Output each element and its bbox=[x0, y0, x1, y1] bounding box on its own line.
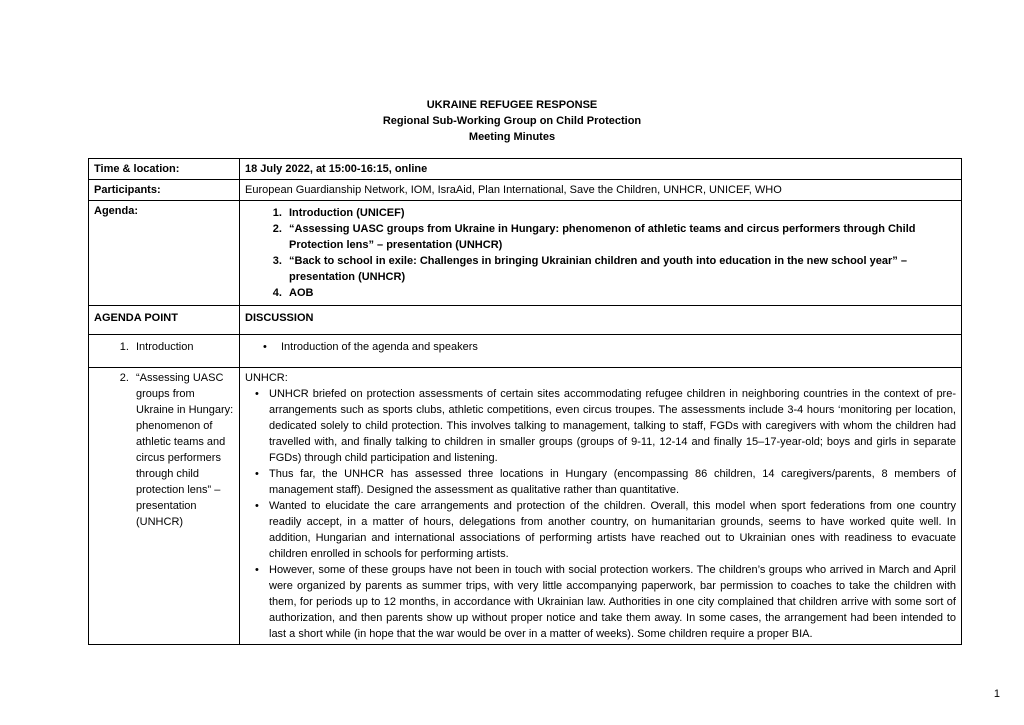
discussion-bullets bbox=[245, 339, 956, 355]
time-value: 18 July 2022, at 15:00-16:15, online bbox=[240, 159, 962, 180]
agenda-point-row-2 bbox=[89, 368, 962, 645]
agenda-point-cell bbox=[89, 335, 240, 368]
participants-value: European Guardianship Network, IOM, IsraAid, Plan International, Save the Children, UNHCR, UNICEF, WHO bbox=[240, 180, 962, 201]
discussion-cell bbox=[240, 368, 962, 645]
participants-label: Participants: bbox=[89, 180, 240, 201]
agenda-row bbox=[89, 201, 962, 306]
agenda-point-header: AGENDA POINT bbox=[89, 306, 240, 335]
time-row bbox=[89, 159, 962, 180]
header-line-3: Meeting Minutes bbox=[468, 131, 556, 143]
discussion-bullet: • However, some of these groups have not been in touch with social protection workers. The children’s groups who arrived in March and April were organized by parents as summer trips, with very little accompanying paperwork, bar permission to coaches to take the children with them, for periods up to 12 months, in accordance with Ukrainian law. Authorities in one city complained that children arrive with some sort of authorization, and then parents show up without proper notice and take them away. In some cases, the arrangement had been intended to last a short while (in hope that the war would be over in a matter of weeks). Some children require a proper BIA. bbox=[269, 562, 956, 642]
header-line-2: Regional Sub-Working Group on Child Protection bbox=[382, 115, 642, 127]
document-header bbox=[0, 97, 1024, 145]
discussion-bullet: • Introduction of the agenda and speakers bbox=[281, 339, 956, 355]
agenda-point-row-1 bbox=[89, 335, 962, 368]
agenda-list bbox=[245, 205, 956, 301]
page-number: 1 bbox=[993, 688, 1000, 700]
discussion-bullet: • Wanted to elucidate the care arrangements and protection of the children. Overall, this model when sport federations from one country readily accept, in a matter of hours, delegations from another country, on humanitarian grounds, seems to have worked quite well. In addition, Hungarian and international associations of performing artists have reached out to Ukrainian ones with readiness to evacuate children enrolled in schools for performing artists. bbox=[269, 498, 956, 562]
participants-row bbox=[89, 180, 962, 201]
agenda-point-title: 1. Introduction bbox=[132, 339, 234, 355]
agenda-point-title: 2. “Assessing UASC groups from Ukraine in Hungary: phenomenon of athletic teams and circus performers through child protection lens” – presentation (UNHCR) bbox=[132, 370, 234, 530]
discussion-cell bbox=[240, 335, 962, 368]
minutes-table bbox=[88, 158, 962, 645]
agenda-cell bbox=[240, 201, 962, 306]
agenda-point-cell bbox=[89, 368, 240, 645]
agenda-point-list bbox=[94, 339, 234, 355]
speaker-label: UNHCR: bbox=[245, 372, 288, 384]
agenda-item: 4. AOB bbox=[285, 285, 956, 301]
discussion-header: DISCUSSION bbox=[240, 306, 962, 335]
agenda-point-list bbox=[94, 370, 234, 530]
discussion-bullet: • Thus far, the UNHCR has assessed three locations in Hungary (encompassing 86 children, 14 caregivers/parents, 8 members of management staff). Designed the assessment as qualitative rather than quantitative. bbox=[269, 466, 956, 498]
header-line-1: UKRAINE REFUGEE RESPONSE bbox=[426, 99, 598, 111]
agenda-item: 3. “Back to school in exile: Challenges in bringing Ukrainian children and youth into education in the new school year” – presentation (UNHCR) bbox=[285, 253, 956, 285]
agenda-item: 2. “Assessing UASC groups from Ukraine in Hungary: phenomenon of athletic teams and circus performers through Child Protection lens” – presentation (UNHCR) bbox=[285, 221, 956, 253]
discussion-bullet: • UNHCR briefed on protection assessments of certain sites accommodating refugee children in neighboring countries in the context of pre-arrangements such as sports clubs, athletic competitions, even circus troupes. The assessments include 3-4 hours ‘monitoring per location, dedicated solely to child protection. This involves talking to management, talking to staff, FGDs with caregivers with whom the children had travelled with, and finally talking to children in smaller groups (groups of 9-11, 12-14 and finally 15–17-year-old; boys and girls in separate FGDs) through child participation and listening. bbox=[269, 386, 956, 466]
column-header-row bbox=[89, 306, 962, 335]
time-label: Time & location: bbox=[89, 159, 240, 180]
discussion-bullets bbox=[245, 386, 956, 642]
agenda-label: Agenda: bbox=[89, 201, 240, 306]
agenda-item: 1. Introduction (UNICEF) bbox=[285, 205, 956, 221]
